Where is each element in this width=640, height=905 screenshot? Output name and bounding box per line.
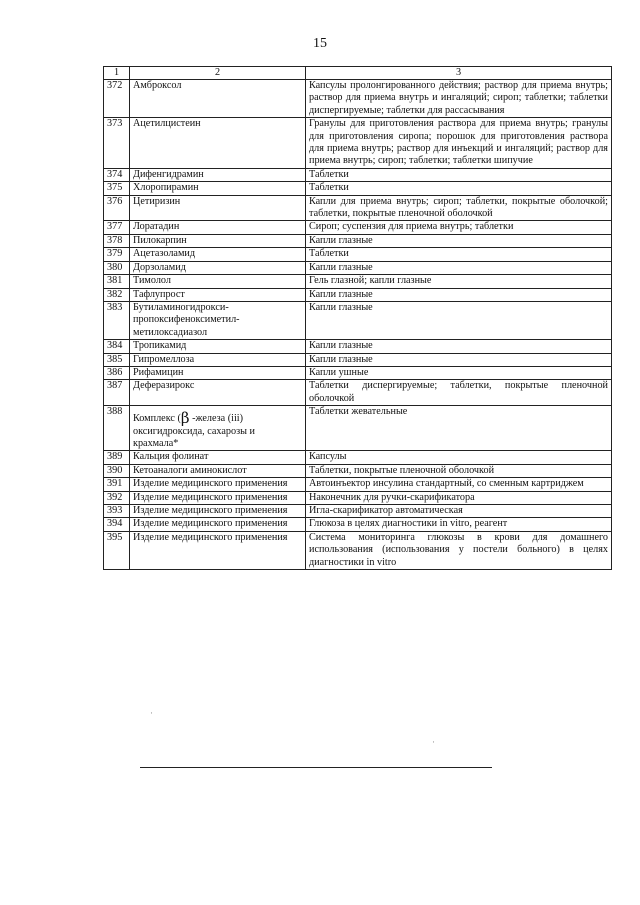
column-header-name: 2 xyxy=(130,67,306,80)
row-number: 390 xyxy=(104,464,130,477)
drug-name: Изделие медицинского применения xyxy=(130,478,306,491)
drug-name: Дифенгидрамин xyxy=(130,168,306,181)
dosage-form: Капли глазные xyxy=(306,288,612,301)
dosage-form: Капли глазные xyxy=(306,234,612,247)
table-row xyxy=(104,380,612,406)
dosage-form: Капли ушные xyxy=(306,366,612,379)
row-number: 375 xyxy=(104,182,130,195)
drug-name: Дорзоламид xyxy=(130,261,306,274)
row-number: 391 xyxy=(104,478,130,491)
dosage-form: Капсулы xyxy=(306,451,612,464)
drug-name: Кетоаналоги аминокислот xyxy=(130,464,306,477)
dosage-form: Таблетки xyxy=(306,182,612,195)
drug-name: Амброксол xyxy=(130,80,306,118)
row-number: 386 xyxy=(104,366,130,379)
column-header-form: 3 xyxy=(306,67,612,80)
column-header-number: 1 xyxy=(104,67,130,80)
dosage-form: Система мониторинга глюкозы в крови для домашнего использования (использования у постели больного) в целях диагностики in vitro xyxy=(306,531,612,569)
drug-table xyxy=(103,66,612,570)
dosage-form: Капли глазные xyxy=(306,340,612,353)
footer-rule xyxy=(140,767,492,768)
beta-symbol: β xyxy=(180,409,190,428)
row-number: 388 xyxy=(104,406,130,451)
table-row xyxy=(104,221,612,234)
row-number: 378 xyxy=(104,234,130,247)
row-number: 380 xyxy=(104,261,130,274)
drug-name: Ацетилцистеин xyxy=(130,118,306,169)
dosage-form: Капли глазные xyxy=(306,353,612,366)
table-row xyxy=(104,168,612,181)
scan-speck: · xyxy=(432,737,435,747)
row-number: 385 xyxy=(104,353,130,366)
row-number: 379 xyxy=(104,248,130,261)
row-number: 387 xyxy=(104,380,130,406)
table-row xyxy=(104,340,612,353)
drug-name: Тропикамид xyxy=(130,340,306,353)
table-row xyxy=(104,406,612,451)
row-number: 395 xyxy=(104,531,130,569)
table-row xyxy=(104,182,612,195)
dosage-form: Глюкоза в целях диагностики in vitro, реагент xyxy=(306,518,612,531)
drug-name: Изделие медицинского применения xyxy=(130,505,306,518)
drug-name: Изделие медицинского применения xyxy=(130,518,306,531)
drug-name: Тимолол xyxy=(130,275,306,288)
drug-name: Изделие медицинского применения xyxy=(130,491,306,504)
table-row xyxy=(104,288,612,301)
drug-name: Изделие медицинского применения xyxy=(130,531,306,569)
table-row xyxy=(104,275,612,288)
drug-name: Рифамицин xyxy=(130,366,306,379)
table-row xyxy=(104,301,612,339)
table-row xyxy=(104,118,612,169)
row-number: 381 xyxy=(104,275,130,288)
drug-name: Гипромеллоза xyxy=(130,353,306,366)
scan-speck: · xyxy=(150,708,153,718)
row-number: 382 xyxy=(104,288,130,301)
table-row xyxy=(104,195,612,221)
table-header-row xyxy=(104,67,612,80)
table-row xyxy=(104,518,612,531)
dosage-form: Таблетки xyxy=(306,248,612,261)
dosage-form: Гель глазной; капли глазные xyxy=(306,275,612,288)
row-number: 383 xyxy=(104,301,130,339)
row-number: 393 xyxy=(104,505,130,518)
row-number: 384 xyxy=(104,340,130,353)
table-row xyxy=(104,464,612,477)
row-number: 392 xyxy=(104,491,130,504)
table-row xyxy=(104,353,612,366)
drug-name: Лоратадин xyxy=(130,221,306,234)
drug-name: Деферазирокс xyxy=(130,380,306,406)
table-row xyxy=(104,261,612,274)
dosage-form: Игла-скарификатор автоматическая xyxy=(306,505,612,518)
table-row xyxy=(104,531,612,569)
page-number: 15 xyxy=(313,36,327,51)
table-row xyxy=(104,248,612,261)
dosage-form: Гранулы для приготовления раствора для приема внутрь; гранулы для приготовления сиропа; порошок для приготовления раствора для приема внутрь; раствор для инъекций и ингаляций; раствор для приема внутрь; сироп; таблетки; таблетки шипучие xyxy=(306,118,612,169)
drug-name: Хлоропирамин xyxy=(130,182,306,195)
drug-name: Бутиламиногидрокси-пропоксифеноксиметил-метилоксадиазол xyxy=(130,301,306,339)
dosage-form: Наконечник для ручки-скарификатора xyxy=(306,491,612,504)
dosage-form: Капли для приема внутрь; сироп; таблетки, покрытые оболочкой; таблетки, покрытые пленочной оболочкой xyxy=(306,195,612,221)
table-row xyxy=(104,478,612,491)
table-row xyxy=(104,491,612,504)
table-row xyxy=(104,80,612,118)
row-number: 374 xyxy=(104,168,130,181)
dosage-form: Таблетки xyxy=(306,168,612,181)
dosage-form: Капли глазные xyxy=(306,261,612,274)
drug-name-prefix: Комплекс ( xyxy=(133,413,181,425)
dosage-form: Таблетки диспергируемые; таблетки, покрытые пленочной оболочкой xyxy=(306,380,612,406)
table-row xyxy=(104,451,612,464)
drug-name: Тафлупрост xyxy=(130,288,306,301)
table-row xyxy=(104,234,612,247)
table-row xyxy=(104,505,612,518)
drug-name xyxy=(130,406,306,451)
dosage-form: Таблетки жевательные xyxy=(306,406,612,451)
row-number: 373 xyxy=(104,118,130,169)
dosage-form: Сироп; суспензия для приема внутрь; таблетки xyxy=(306,221,612,234)
dosage-form: Таблетки, покрытые пленочной оболочкой xyxy=(306,464,612,477)
drug-name: Цетиризин xyxy=(130,195,306,221)
drug-name: Кальция фолинат xyxy=(130,451,306,464)
dosage-form: Капли глазные xyxy=(306,301,612,339)
dosage-form: Капсулы пролонгированного действия; раствор для приема внутрь; раствор для приема внутрь и ингаляций; сироп; таблетки; таблетки диспергируемые; таблетки для рассасывания xyxy=(306,80,612,118)
drug-name: Ацетазоламид xyxy=(130,248,306,261)
row-number: 394 xyxy=(104,518,130,531)
row-number: 377 xyxy=(104,221,130,234)
drug-name: Пилокарпин xyxy=(130,234,306,247)
row-number: 376 xyxy=(104,195,130,221)
drug-name-suffix: -железа (iii) оксигидроксида, сахарозы и крахмала* xyxy=(133,413,255,449)
dosage-form: Автоинъектор инсулина стандартный, со сменным картриджем xyxy=(306,478,612,491)
row-number: 372 xyxy=(104,80,130,118)
row-number: 389 xyxy=(104,451,130,464)
table-row xyxy=(104,366,612,379)
